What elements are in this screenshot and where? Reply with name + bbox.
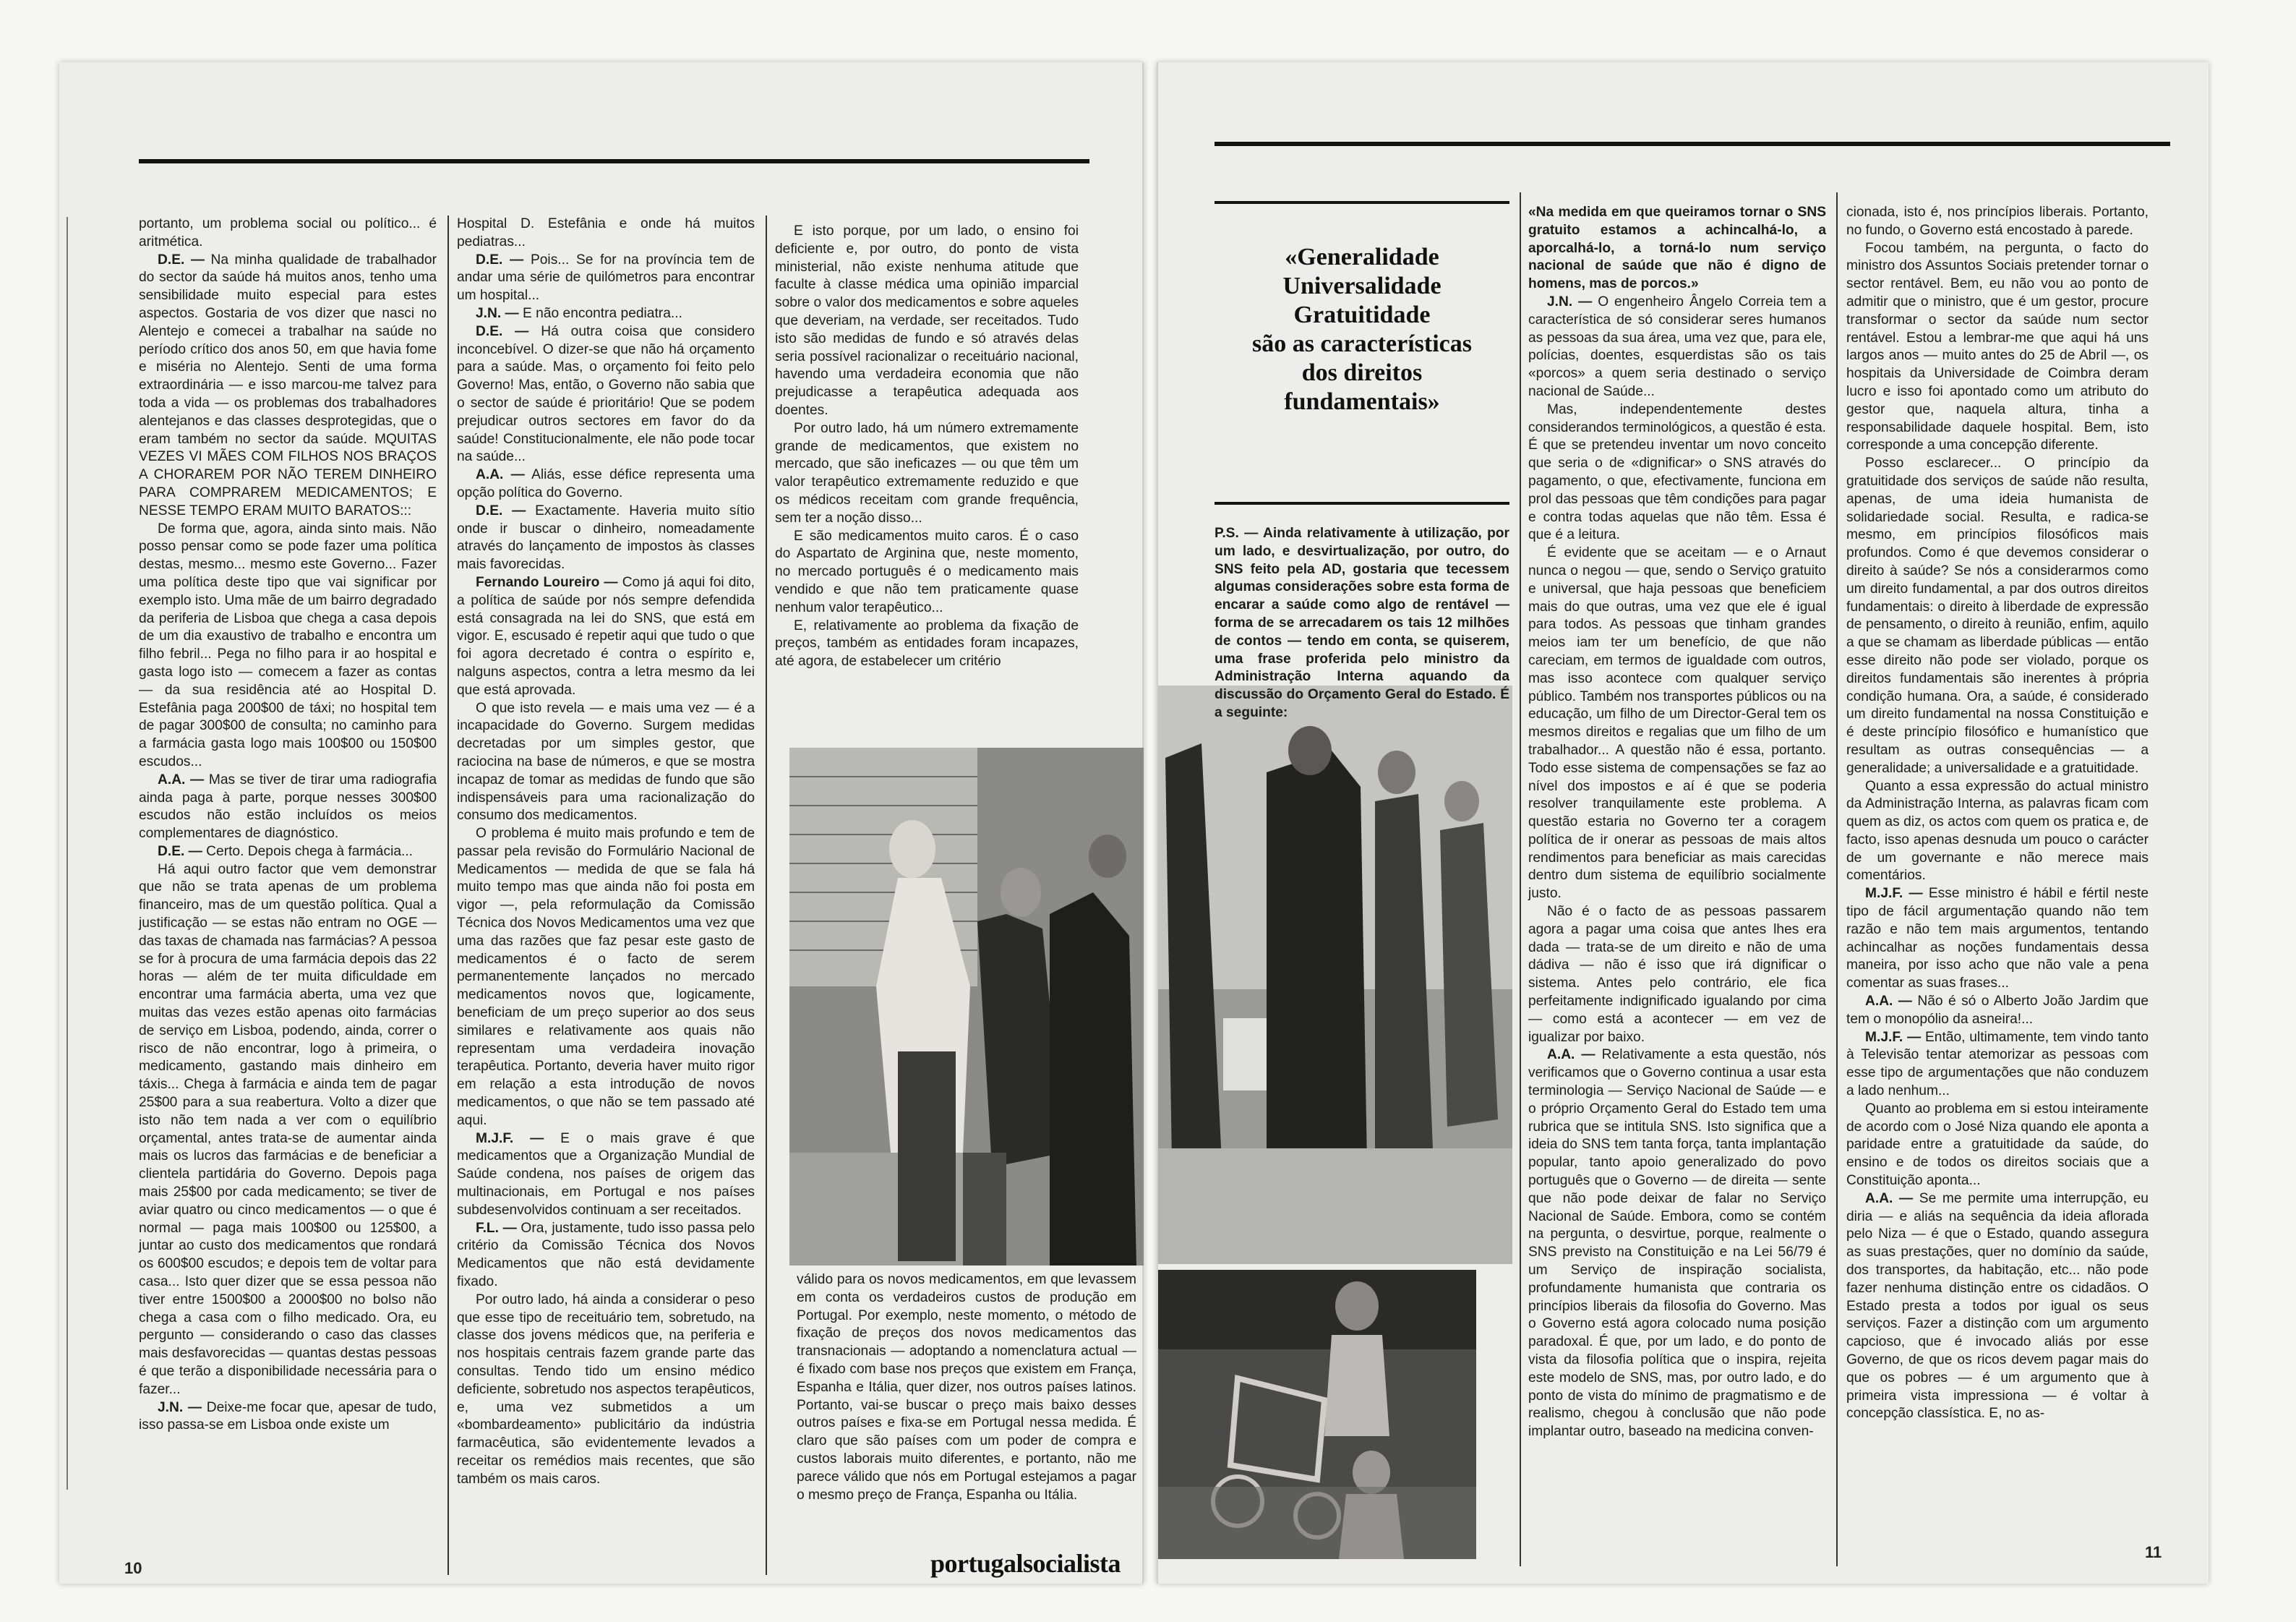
paragraph xyxy=(457,215,755,252)
left-column-1 xyxy=(139,215,437,1589)
paragraph xyxy=(139,861,437,1399)
paragraph-text: Quanto ao problema em si estou inteiramente de acordo com o José Niza quando ele aponta a paridade entre a gratuitidade da saúde, do ensino e de todos os direitos sociais que a Constituição aponta... xyxy=(1846,1101,2149,1189)
paragraph xyxy=(1846,778,2149,886)
speaker-name: D.E. — xyxy=(158,843,202,859)
right-column-2-body xyxy=(1528,294,1826,1441)
speaker-name: A.A. — xyxy=(158,772,205,787)
left-column-2 xyxy=(457,215,755,1575)
paragraph xyxy=(457,1220,755,1292)
paragraph-text: Aliás, esse défice representa uma opção política do Governo. xyxy=(457,467,755,500)
paragraph xyxy=(139,521,437,772)
paragraph xyxy=(139,843,437,861)
paragraph xyxy=(1846,204,2149,240)
speaker-name: D.E. — xyxy=(158,252,205,268)
paragraph xyxy=(457,825,755,1130)
paragraph xyxy=(797,1271,1136,1504)
paragraph-text: Certo. Depois chega à farmácia... xyxy=(202,843,413,859)
paragraph-text: Não é o facto de as pessoas passarem agora a pagar uma coisa que antes lhes era dada — trata-se de um direito e não de uma dádiva — não é isso que irá dignificar o sistema. Antes pelo contrário, ele fica perfeitamente indignificado igualando por cima — como está a acontecer — em vez de igualizar por baixo. xyxy=(1528,904,1826,1045)
speaker-name: Fernando Loureiro — xyxy=(476,574,618,590)
paragraph xyxy=(457,1130,755,1220)
paragraph-text: Há aqui outro factor que vem demonstrar que não se trata apenas de um problema financeiro, mas de um questão política. Qual a justificação — se estas não entram no OGE — das taxas de chamada nas farmácias? A pessoa se for à procura de uma farmácia depois das 22 horas — além de ter muita dificuldade em encontrar uma farmácia aberta, uma vez que muitas das vezes estão apenas oito farmácias de serviço em Lisboa, podendo, ainda, correr o risco de não encontrar, logo à primeira, o medicamento, gastando mais dinheiro em táxis... Chega à farmácia e ainda tem de pagar 25$00 para a sua reabertura. Volto a dizer que isto não tem nada a ver com o equilíbrio orçamental, antes trata-se de aumentar ainda mais os lucros das farmácias e de beneficiar a clientela partidária do Governo. Depois paga mais 25$00 por cada medicamento; se tiver de aviar quatro ou cinco medicamentos — o que é normal — paga mais 100$00 ou 125$00, a juntar ao custo dos medicamentos que rondará os 600$00 escudos; e depois tem de voltar para casa... Isto quer dizer que se essa pessoa não tiver entre 1500$00 a 2000$00 no bolso não chega a casa com o filho medicado. Ora, eu pergunto — considerando o caso das classes mais desfavorecidas — quantas destas pessoas é que terão a disponibilidade necessária para o fazer... xyxy=(139,861,437,1397)
paragraph xyxy=(775,223,1079,420)
paragraph xyxy=(1846,455,2149,777)
paragraph-text: O que isto revela — e mais uma vez — é a incapacidade do Governo. Surgem medidas decretadas por um simples gestor, que raciocina na base de números, e que se mostra incapaz de tomar as medidas de fundo que são indispensáveis para uma racionalização do consumo dos medicamentos. xyxy=(457,700,755,824)
paragraph-text: Quanto a essa expressão do actual ministro da Administração Interna, as palavras ficam com quem as diz, os actos com quem os pratica e, de facto, isso apenas desnuda um pouco o carácter de um governante e não merece mais comentários. xyxy=(1846,778,2149,884)
speaker-name: M.J.F. — xyxy=(476,1130,544,1146)
right-column-2 xyxy=(1528,204,1826,1578)
paragraph-text: E isto porque, por um lado, o ensino foi deficiente e, por outro, do ponto de vista ministerial, não existe nenhuma atitude que faculte à classe médica uma opinião imparcial sobre o valor dos medicamentos e sobre aqueles que deveriam, na verdade, ser receitados. Tudo isto são medidas de fundo e só através delas seria possível racionalizar o receituário nacional, havendo uma verdadeira economia que não prejudicasse a terapêutica adequada aos doentes. xyxy=(775,223,1079,418)
paragraph-text: Por outro lado, há um número extremamente grande de medicamentos, que existem no mercado, que são ineficazes — ou que têm um valor terapêutico extremamente reduzido e que os médicos receitam com grande frequência, sem ter a noção disso... xyxy=(775,420,1079,526)
paragraph xyxy=(457,252,755,305)
speaker-name: D.E. — xyxy=(476,323,529,339)
paragraph xyxy=(1846,1029,2149,1101)
paragraph-text: Mas, independentemente destes considerandos terminológicos, a questão é esta. É que se pretendeu inventar um novo conceito que seria o de «dignificar» o SNS através do pagamento, o que, efectivamente, funciona em prol das pessoas que têm condições para pagar e contra todas aquelas que não têm. Essa é que é a leitura. xyxy=(1528,401,1826,543)
paragraph-text: Na minha qualidade de trabalhador do sector da saúde há muitos anos, tenho uma sensibilidade muito especial para estes aspectos. Gostaria de vos dizer que nasci no Alentejo e comecei a trabalhar na saúde no período crítico dos anos 50, em que havia fome e miséria no Alentejo. Senti de uma forma extraordinária — e isso marcou-me talvez para toda a vida — os problemas dos trabalhadores alentejanos e das classes desprotegidas, que o eram também no sector da saúde. MQUITAS VEZES VI MÃES COM FILHOS NOS BRAÇOS A CHORAREM POR NÃO TEREM DINHEIRO PARA COMPRAREM MEDICAMENTOS; E NESSE TEMPO ERAM MUITO BARATOS::: xyxy=(139,252,437,518)
ps-question xyxy=(1215,525,1509,720)
speaker-name: M.J.F. — xyxy=(1865,886,1923,902)
left-page-number: 10 xyxy=(124,1559,142,1577)
speaker-name: A.A. — xyxy=(476,467,525,483)
speaker-name: D.E. — xyxy=(476,252,524,268)
paragraph xyxy=(457,503,755,574)
paragraph-text: E o mais grave é que medicamentos que a Organização Mundial de Saúde condena, nos países de origem das multinacionais, em Portugal e nos países subdesenvolvidos continuam a ser receitados. xyxy=(457,1130,755,1218)
paragraph-text: Hospital D. Estefânia e onde há muitos pediatras... xyxy=(457,216,755,249)
ps-question-text: P.S. — Ainda relativamente à utilização, por um lado, e desvirtualização, por outro, do SNS feito pela AD, gostaria que tecessem algumas considerações sobre esta forma de encarar a saúde como algo de rentável — forma de se arrecadarem os tais 12 milhões de contos — tendo em conta, se quiserem, uma frase proferida pelo ministro da Administração Interna aquando da discussão do Orçamento Geral do Estado. É a seguinte: xyxy=(1215,526,1509,720)
pullquote-line: fundamentais» xyxy=(1284,388,1440,415)
photo-queue-of-men xyxy=(789,748,1144,1265)
paragraph xyxy=(1846,1190,2149,1423)
paragraph-text: Mas se tiver de tirar uma radiografia ainda paga à parte, porque nesses 300$00 escudos não estão incluídos os meios complementares de diagnóstico. xyxy=(139,772,437,842)
paragraph xyxy=(1528,294,1826,401)
column-divider xyxy=(447,215,449,1575)
paragraph-text: E, relativamente ao problema da fixação de preços, também as entidades foram incapazes, até agora, de estabelecer um critério xyxy=(775,618,1079,670)
paragraph-text: E não encontra pediatra... xyxy=(518,305,682,321)
paragraph xyxy=(457,574,755,700)
pullquote-line: são as características xyxy=(1251,330,1472,357)
paragraph-text: Esse ministro é hábil e fértil neste tipo de fácil argumentação quando não tem razão e não tem mais argumentos, tentando achincalhar as noções fundamentais dessa maneira, por isso acho que não vale a pena comentar as suas frases... xyxy=(1846,886,2149,991)
speaker-name: A.A. — xyxy=(1865,994,1912,1010)
paragraph-text: De forma que, agora, ainda sinto mais. Não posso pensar como se pode fazer uma política destas, mesmo... mesmo este Governo... Fazer uma política deste tipo que vai significar por exemplo isto. Uma mãe de um bairro degradado da periferia de Lisboa que chega a casa depois de um dia exaustivo de trabalho e encontra um filho febril... Pega no filho para ir ao hospital e gasta logo isto — comecem a fazer as contas — da sua residência até ao Hospital D. Estefânia paga 200$00 de táxi; no hospital tem de pagar 300$00 de consulta; no caminho para a farmácia gasta logo mais 100$00 ou 150$00 escudos... xyxy=(139,521,437,769)
speaker-name: M.J.F. — xyxy=(1865,1029,1922,1045)
pullquote-bottom-rule xyxy=(1215,502,1509,505)
paragraph-text: cionada, isto é, nos princípios liberais. Portanto, no fundo, o Governo está encostado à parede. xyxy=(1846,205,2149,238)
paragraph-text: O problema é muito mais profundo e tem de passar pela revisão do Formulário Nacional de Medicamentos — medida de que se fala há muito tempo mas que ainda não foi posta em vigor —, pela reformulação da Comissão Técnica dos Novos Medicamentos uma vez que uma das razões que faz pesar este gasto de medicamentos é o facto de serem permanentemente lançados no mercado medicamentos novos que, logicamente, beneficiam de um preço superior ao dos seus similares e relativamente aos quais não representam uma verdadeira inovação terapêutica. Portanto, deveria haver muito rigor em relação a esta introdução de novos medicamentos, o que não se tem passado até aqui. xyxy=(457,826,755,1128)
left-column-3-lower xyxy=(797,1271,1136,1575)
paragraph xyxy=(457,323,755,466)
photo-child-with-pram xyxy=(1158,1270,1476,1559)
left-page xyxy=(59,62,1144,1584)
paragraph xyxy=(139,772,437,843)
speaker-name: J.N. — xyxy=(1547,294,1593,310)
paragraph xyxy=(775,618,1079,671)
pullquote-line: Gratuitidade xyxy=(1293,302,1431,328)
paragraph xyxy=(457,305,755,323)
paragraph xyxy=(1846,240,2149,456)
paragraph xyxy=(1528,545,1826,903)
paragraph-text: Exactamente. Haveria muito sítio onde ir buscar o dinheiro, nomeadamente através do lançamento de impostos às classes mais favorecidas. xyxy=(457,503,755,573)
pullquote-line: dos direitos xyxy=(1301,359,1423,386)
paragraph-text: Posso esclarecer... O princípio da gratuitidade dos serviços de saúde não resulta, apenas, de uma ideia humanista de solidariedade social. Resulta, e radica-se mesmo, em princípios filosóficos mais profundos. Como é que devemos considerar o direito à saúde? Se nós a considerarmos como um direito fundamental, a par dos outros direitos fundamentais: o direito à liberdade de expressão de pensamento, o direito à reunião, enfim, aquilo a que se chamam as liberdade públicas — então esse direito não pode ser violado, porque os direitos fundamentais são inerentes à própria condição humana. Ora, a saúde, é considerado um direito fundamental na nossa Constituição e é deste princípio filosófico e humanístico que resultam as outras consequências — a generalidade; a universalidade e a gratuitidade. xyxy=(1846,456,2149,776)
pullquote-top-rule xyxy=(1215,201,1509,204)
speaker-name: F.L. — xyxy=(476,1220,517,1236)
right-page-number: 11 xyxy=(2145,1543,2162,1561)
right-page xyxy=(1157,62,2209,1584)
paragraph-text: Como já aqui foi dito, a política de saúde por nós sempre defendida está consagrada na lei do SNS, que está em vigor. E, escusado é repetir aqui que tudo o que foi agora decretado é contra o espírito e, nalguns aspectos, contra a letra mesmo da lei que está aprovada. xyxy=(457,574,755,698)
speaker-name: J.N. — xyxy=(476,305,519,321)
left-top-rule xyxy=(139,159,1089,163)
paragraph xyxy=(1846,993,2149,1029)
paragraph xyxy=(139,252,437,521)
paragraph-text: Há outra coisa que considero inconcebível. O dizer-se que não há orçamento para a saúde. Mas, o orçamento foi feito pelo Governo! Mas, então, o Governo não sabia que o sector de saúde é prioritário! Que se podem prejudicar outros sectores em favor do da saúde! Constitucionalmente, ele não pode tocar na saúde... xyxy=(457,323,755,465)
paragraph xyxy=(457,1292,755,1489)
paragraph-text: Ora, justamente, tudo isso passa pelo critério da Comissão Técnica dos Novos Medicamentos que não está devidamente fixado. xyxy=(457,1220,755,1290)
paragraph xyxy=(775,528,1079,618)
speaker-name: A.A. — xyxy=(1865,1190,1914,1206)
paragraph-text: válido para os novos medicamentos, em que levassem em conta os verdadeiros custos de produção em Portugal. Por exemplo, neste momento, o método de fixação de preços dos novos medicamentos das transnacionais — adoptando a nomenclatura actual — é fixado com base nos preços que existem em França, Espanha e Itália, quer dizer, nos outros países latinos. Portanto, vai-se buscar o preço mais baixo desses outros países e fixa-se em Portugal nessa medida. É claro que são países com um poder de compra e custos laborais muito diferentes, e portanto, não me parece válido que nós em Portugal estejamos a pagar o mesmo preço de França, Espanha ou Itália. xyxy=(797,1272,1136,1503)
speaker-name: A.A. — xyxy=(1547,1047,1595,1063)
paragraph xyxy=(139,215,437,252)
binding-edge xyxy=(67,217,71,1490)
right-column-3 xyxy=(1846,204,2149,1422)
column-divider xyxy=(1520,192,1521,1566)
left-column-3 xyxy=(775,223,1079,743)
paragraph xyxy=(1846,1101,2149,1190)
photo-queue-continued xyxy=(1158,686,1512,1264)
column-divider xyxy=(766,215,767,1575)
masthead-logo: portugalsocialista xyxy=(930,1549,1121,1578)
speaker-name: J.N. — xyxy=(158,1399,202,1415)
minister-quote: «Na medida em que queiramos tornar o SNS gratuito estamos a achincalhá-lo, a aporcalhá-lo, a torná-lo num serviço nacional de saúde que não é digno de homens, mas de porcos.» xyxy=(1528,205,1826,292)
paragraph-text: É evidente que se aceitam — e o Arnaut nunca o negou — que, sendo o Serviço gratuito e universal, que haja pessoas que beneficiem mais do que outras, uma vez que ele é igual para todos. As pessoas que tinham grandes meios iam ter um benefício, de que não careciam, em termos de igualdade com outros, mas isso acontece com qualquer serviço público. Também nos transportes públicos ou na educação, um filho de um Director-Geral tem os mesmos direitos e regalias que um filho de um trabalhador... A questão não é essa, portanto. Todo esse sistema de compensações se faz ao nível dos impostos e aí é que se poderia resolver tranquilamente este problema. A questão estaria no Governo ter a coragem política de ir onerar as pessoas de mais altos rendimentos para beneficiar as mais carecidas dentro dum sistema de equilíbrio socialmente justo. xyxy=(1528,545,1826,902)
paragraph xyxy=(1528,903,1826,1046)
pullquote-line: «Generalidade xyxy=(1285,244,1439,270)
column-divider xyxy=(1836,192,1838,1566)
pullquote xyxy=(1215,243,1509,417)
paragraph-text: Pois... Se for na província tem de andar uma série de quilómetros para encontrar um hospital... xyxy=(457,252,755,304)
paragraph xyxy=(775,420,1079,528)
paragraph-text: Não é só o Alberto João Jardim que tem o monopólio da asneira!... xyxy=(1846,994,2149,1027)
paragraph-text: Então, ultimamente, tem vindo tanto à Televisão tentar atemorizar as pessoas com esse tipo de argumentações que não conduzem a lado nenhum... xyxy=(1846,1029,2149,1099)
paragraph-text: Focou também, na pergunta, o facto do ministro dos Assuntos Sociais pretender tornar o sector rentável. Bem, eu não vou ao ponto de admitir que o ministro, que é um gestor, procure transformar o sector da saúde num sector rentável. Estou a lembrar-me que aqui há uns largos anos — muito antes do 25 de Abril —, os hospitais da Universidade de Coimbra deram lucro e isso foi apontado como um atributo do gestor que, naquela altura, tinha a responsabilidade daquele hospital. Bem, isto corresponde a uma concepção diferente. xyxy=(1846,240,2149,453)
paragraph-text: Por outro lado, há ainda a considerar o peso que esse tipo de receituário tem, sobretudo, na classe dos jovens médicos que, na periferia e nos hospitais centrais fazem grande parte das consultas. Tendo tido um ensino médico deficiente, sobretudo nos aspectos terapêuticos, e, uma vez submetidos a um «bombardeamento» publicitário da indústria farmacêutica, são evidentemente levados a receitar os remédios mais recentes, que são também os mais caros. xyxy=(457,1292,755,1487)
paragraph xyxy=(1846,885,2149,993)
paragraph-text: O engenheiro Ângelo Correia tem a característica de só considerar seres humanos as pessoas da sua área, uma vez que, para ele, polícias, doentes, esquerdistas são os tais «porcos» a quem seria destinado o serviço nacional de Saúde... xyxy=(1528,294,1826,399)
paragraph xyxy=(139,1399,437,1435)
paragraph xyxy=(1528,1046,1826,1441)
paragraph-text: E são medicamentos muito caros. É o caso do Aspartato de Arginina que, neste momento, no mercado português é o medicamento mais vendido e que não tem praticamente quase nenhum valor terapêutico... xyxy=(775,528,1079,615)
speaker-name: D.E. — xyxy=(476,503,526,518)
paragraph xyxy=(457,466,755,503)
paragraph-text: Relativamente a esta questão, nós verificamos que o Governo continua a usar esta terminologia — Serviço Nacional de Saúde — e o próprio Orçamento Geral do Estado tem uma rubrica que se intitula SNS. Isto significa que a ideia do SNS tem tanta força, tanta implantação popular, tanto apoio generalizado do povo português que o Governo — de direita — sente que não pode deixar de falar no Serviço Nacional de Saúde. Embora, como se contém na pergunta, o desvirtue, porque, realmente o SNS previsto na Constituição e na Lei 56/79 é um Serviço de inspiração socialista, profundamente humanista que contraria os princípios liberais da filosofia do Governo. Mas o Governo está agora colocado numa posição paradoxal. É que, por um lado, e do ponto de vista da filosofia política que o inspira, rejeita este modelo de SNS, mas, por outro lado, e do ponto de vista do mínimo de pragmatismo e de realismo, chegou à conclusão que não pode implantar outro, baseado na medicina conven- xyxy=(1528,1047,1826,1440)
paragraph-text: Deixe-me focar que, apesar de tudo, isso passa-se em Lisboa onde existe um xyxy=(139,1399,437,1433)
paragraph xyxy=(457,700,755,826)
paragraph-text: portanto, um problema social ou político... é aritmética. xyxy=(139,216,437,249)
paragraph xyxy=(1528,401,1826,545)
paragraph-text: Se me permite uma interrupção, eu diria — e aliás na sequência da ideia aflorada pelo Niza — é que o Estado, quando assegura as suas prestações, quer no domínio da saúde, dos transportes, da habitação, etc... não pode fazer nenhuma distinção entre os cidadãos. O Estado presta a todos por igual os seus serviços. Fazer a distinção com um argumento capcioso, que é invocado aliás por esse Governo, de que os ricos devem pagar mais do que os pobres — é um argumento que à primeira vista impressiona — é voltar à concepção classística. E, no as- xyxy=(1846,1190,2149,1422)
pullquote-line: Universalidade xyxy=(1282,273,1442,299)
right-top-rule xyxy=(1215,142,2170,146)
